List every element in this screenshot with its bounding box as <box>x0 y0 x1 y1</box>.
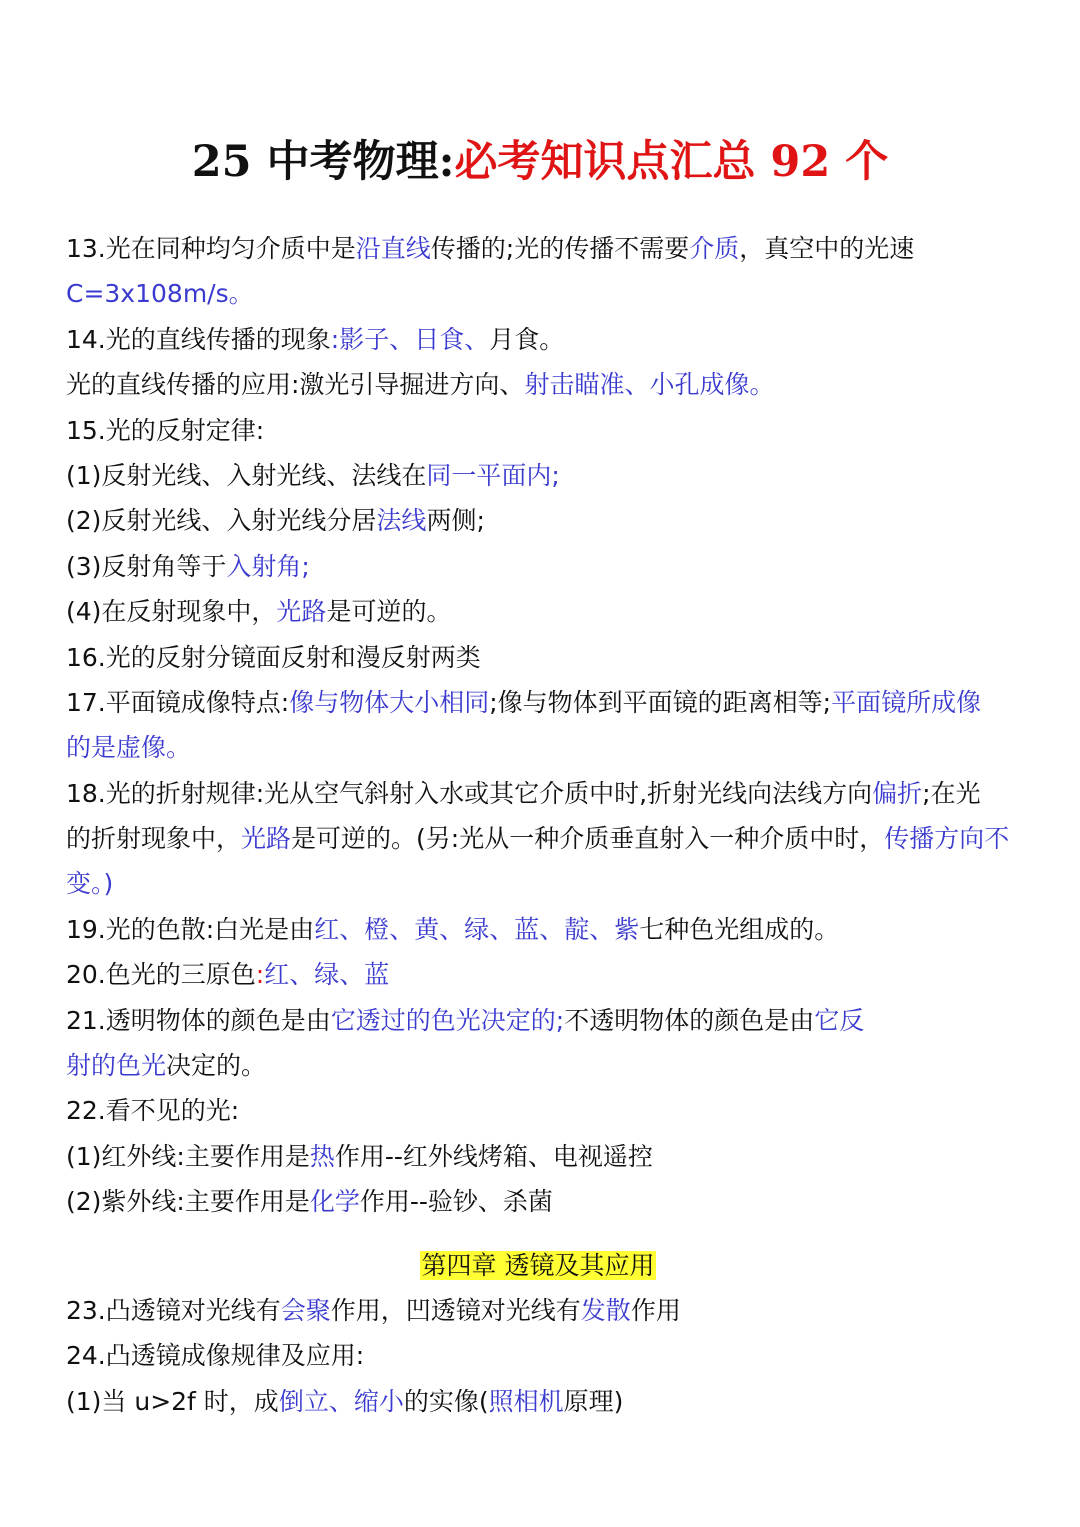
highlighted-text: 射击瞄准、小孔成像。 <box>524 370 775 400</box>
text-segment: (1)反射光线、入射光线、法线在 <box>66 460 427 490</box>
text-segment: 22.看不见的光: <box>66 1096 240 1126</box>
text-segment: (3)反射角等于 <box>66 551 227 581</box>
text-segment: 23.凸透镜对光线有 <box>66 1295 281 1325</box>
highlighted-text: 红、橙、黄、绿、蓝、靛、紫 <box>314 914 640 944</box>
text-segment: (2)紫外线:主要作用是 <box>66 1187 310 1217</box>
highlighted-text: :影子、日食、 <box>330 324 490 354</box>
highlighted-text: 发散 <box>580 1295 631 1325</box>
text-line <box>66 1333 1026 1378</box>
text-segment: 13.光在同种均匀介质中是 <box>66 234 356 263</box>
text-segment: 14.光的直线传播的现象 <box>66 324 331 354</box>
highlighted-text: 光路 <box>241 824 292 854</box>
text-segment: 17.平面镜成像特点: <box>66 687 290 717</box>
text-segment: (1)当 u>2f 时，成 <box>66 1386 279 1416</box>
text-segment: ;在光 <box>922 778 981 808</box>
text-line <box>66 1088 1026 1133</box>
text-segment: 作用 <box>630 1295 681 1325</box>
text-segment: 21.透明物体的颜色是由 <box>66 1005 331 1035</box>
text-segment: 不透明物体的颜色是由 <box>564 1005 815 1035</box>
title-highlight: 必考知识点汇总 92 个 <box>454 137 889 187</box>
content-body <box>66 226 1026 1424</box>
text-line <box>66 589 1026 634</box>
chapter-heading <box>66 1243 1026 1288</box>
highlighted-text: 像与物体大小相同 <box>289 687 490 717</box>
highlighted-text: 法线 <box>376 506 427 536</box>
highlighted-text: 会聚 <box>280 1295 331 1325</box>
section-lens <box>66 1288 1026 1424</box>
text-line <box>66 635 1026 680</box>
highlighted-text: : <box>255 960 265 990</box>
text-segment: 月食。 <box>489 324 565 354</box>
highlighted-text: 化学 <box>309 1187 360 1217</box>
section-gap <box>66 1225 1026 1243</box>
highlighted-text: 沿直线 <box>355 234 431 263</box>
text-segment: 原理) <box>563 1386 624 1416</box>
text-line <box>66 1288 1026 1333</box>
text-line <box>66 998 1026 1043</box>
text-segment: (4)在反射现象中， <box>66 597 277 627</box>
text-line <box>66 317 1026 362</box>
text-segment: 两侧; <box>426 506 485 536</box>
text-line <box>66 226 1026 271</box>
section-light <box>66 226 1026 1225</box>
text-segment: 决定的。 <box>166 1051 267 1081</box>
highlighted-text: C=3x108m/s。 <box>66 279 254 309</box>
chapter-title: 第四章 透镜及其应用 <box>421 1250 655 1280</box>
text-line <box>66 498 1026 543</box>
text-segment: (1)红外线:主要作用是 <box>66 1141 310 1171</box>
text-segment: 18.光的折射规律:光从空气斜射入水或其它介质中时,折射光线向法线方向 <box>66 778 873 808</box>
text-segment: 传播的;光的传播不需要 <box>430 234 690 263</box>
text-segment: 15.光的反射定律: <box>66 415 265 445</box>
text-line <box>66 771 1026 816</box>
text-segment: 是可逆的。(另:光从一种介质垂直射入一种介质中时， <box>291 824 885 854</box>
text-line <box>66 1134 1026 1179</box>
highlighted-text: 平面镜所成像 <box>831 687 982 717</box>
text-segment: 24.凸透镜成像规律及应用: <box>66 1341 365 1371</box>
text-segment: (2)反射光线、入射光线分居 <box>66 506 377 536</box>
text-line <box>66 952 1026 997</box>
text-line <box>66 725 1026 770</box>
text-segment: ;像与物体到平面镜的距离相等; <box>489 687 832 717</box>
text-line <box>66 453 1026 498</box>
highlighted-text: 红、绿、蓝 <box>264 960 390 990</box>
text-line <box>66 907 1026 952</box>
text-segment: 19.光的色散:白光是由 <box>66 914 315 944</box>
text-line <box>66 544 1026 589</box>
highlighted-text: 介质 <box>689 234 740 263</box>
text-segment: 是可逆的。 <box>326 597 452 627</box>
highlighted-text: 入射角; <box>226 551 310 581</box>
text-segment: 七种色光组成的。 <box>639 914 840 944</box>
highlighted-text: 偏折 <box>872 778 923 808</box>
highlighted-text: 同一平面内; <box>426 460 560 490</box>
highlighted-text: 传播方向不 <box>884 824 1010 854</box>
text-segment: 的折射现象中， <box>66 824 242 854</box>
text-segment: ，真空中的光速 <box>739 234 915 263</box>
text-segment: 光的直线传播的应用:激光引导掘进方向、 <box>66 370 525 400</box>
text-segment: 16.光的反射分镜面反射和漫反射两类 <box>66 642 481 672</box>
text-line <box>66 816 1026 861</box>
highlighted-text: 倒立、缩小 <box>278 1386 404 1416</box>
text-line <box>66 408 1026 453</box>
text-line <box>66 861 1026 906</box>
text-segment: 作用--红外线烤箱、电视遥控 <box>334 1141 653 1171</box>
text-line <box>66 1379 1026 1424</box>
text-segment: 的实像( <box>403 1386 489 1416</box>
text-line <box>66 362 1026 407</box>
text-segment: 作用，凹透镜对光线有 <box>330 1295 581 1325</box>
text-segment: 20.色光的三原色 <box>66 960 256 990</box>
highlighted-text: 射的色光 <box>66 1051 167 1081</box>
text-line <box>66 1043 1026 1088</box>
highlighted-text: 热 <box>309 1141 335 1171</box>
highlighted-text: 变。) <box>66 869 114 899</box>
text-line <box>66 1179 1026 1224</box>
page-title <box>0 132 1080 192</box>
highlighted-text: 照相机 <box>488 1386 564 1416</box>
highlighted-text: 它反 <box>814 1005 865 1035</box>
title-prefix: 25 中考物理: <box>191 137 455 187</box>
text-segment: 作用--验钞、杀菌 <box>359 1187 553 1217</box>
text-line <box>66 680 1026 725</box>
highlighted-text: 的是虚像。 <box>66 733 192 763</box>
highlighted-text: 它透过的色光决定的; <box>330 1005 565 1035</box>
text-line <box>66 271 1026 316</box>
highlighted-text: 光路 <box>276 597 327 627</box>
